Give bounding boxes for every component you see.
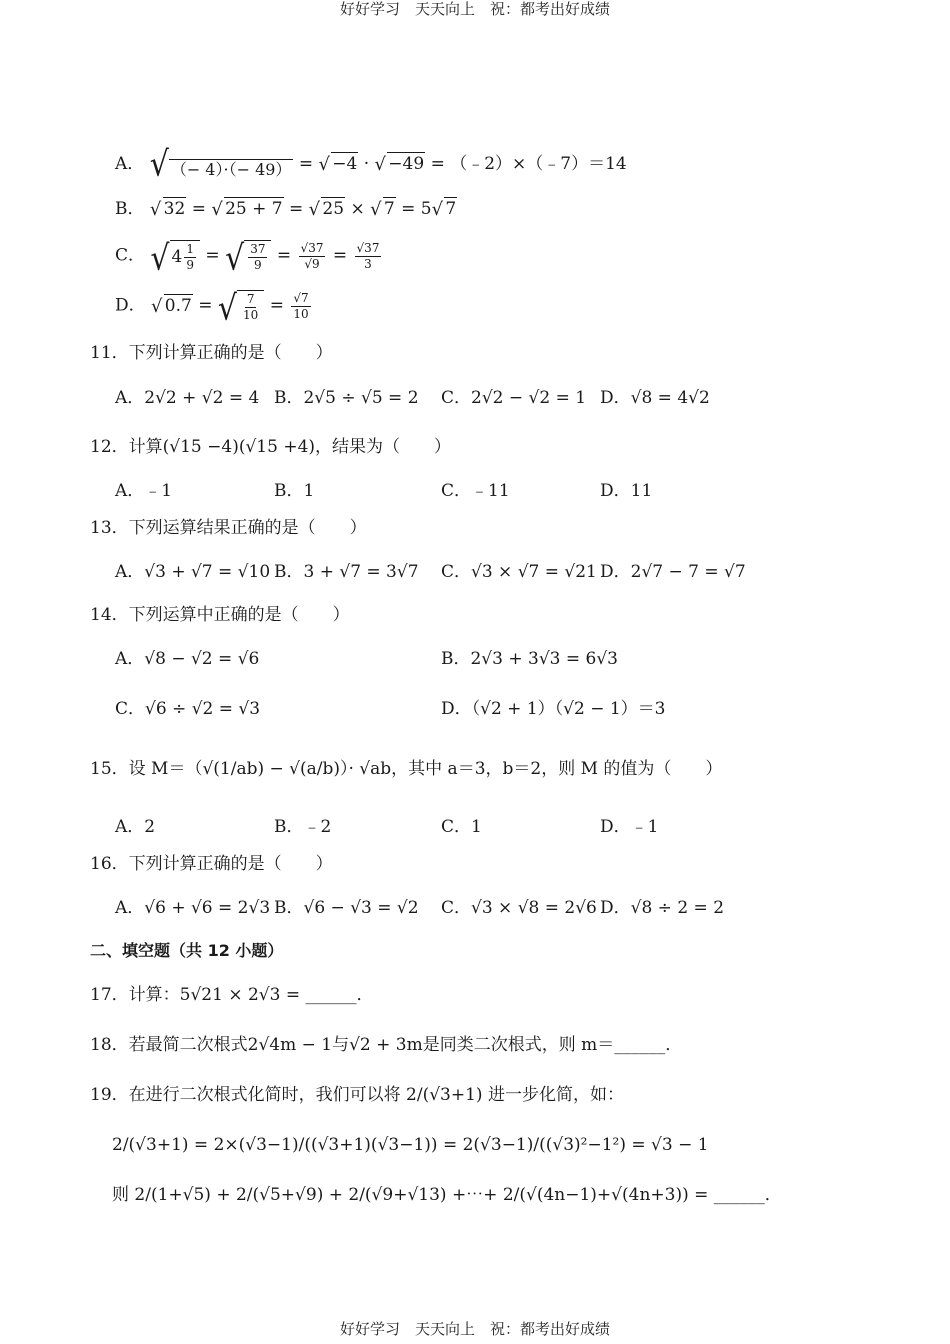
q12-option-d[interactable]: D．11	[600, 481, 653, 501]
q14-stem: 14．下列运算中正确的是（ ）	[90, 605, 350, 625]
q19-stem: 19．在进行二次根式化简时，我们可以将 2/(√3+1) 进一步化简，如：	[90, 1085, 624, 1105]
q15-stem: 15．设 M＝（√(1/ab) − √(a/b)）· √ab，其中 a＝3，b＝2，则 M 的值为（ ）	[90, 759, 723, 779]
q11-option-b[interactable]: B．2√5 ÷ √5 = 2	[274, 388, 419, 408]
q16-option-d[interactable]: D．√8 ÷ 2 = 2	[600, 898, 725, 918]
q11-stem: 11．下列计算正确的是（ ）	[90, 343, 333, 363]
q15-option-c[interactable]: C．1	[441, 817, 482, 837]
q13-stem: 13．下列运算结果正确的是（ ）	[90, 518, 367, 538]
q13-option-b[interactable]: B．3 + √7 = 3√7	[274, 562, 419, 582]
q16-stem: 16．下列计算正确的是（ ）	[90, 854, 333, 874]
q16-option-c[interactable]: C．√3 × √8 = 2√6	[441, 898, 597, 918]
q14-option-c[interactable]: C．√6 ÷ √2 = √3	[115, 699, 261, 719]
q12-option-b[interactable]: B．1	[274, 481, 315, 501]
q13-option-d[interactable]: D．2√7 − 7 = √7	[600, 562, 746, 582]
q12-option-a[interactable]: A．﹣1	[115, 481, 173, 501]
q15-option-b[interactable]: B．﹣2	[274, 817, 332, 837]
option-label: A．	[115, 154, 145, 174]
q19-question: 则 2/(1+√5) + 2/(√5+√9) + 2/(√9+√13) +⋯+ 2/(√(4n−1)+√(4n+3)) = ______．	[112, 1185, 782, 1205]
q16-option-a[interactable]: A．√6 + √6 = 2√3	[115, 898, 271, 918]
q14-option-d[interactable]: D．（√2 + 1）（√2 − 1）＝3	[441, 699, 666, 719]
q11-option-a[interactable]: A．2√2 + √2 = 4	[115, 388, 260, 408]
q12-stem: 12．计算(√15 −4)(√15 +4)，结果为（ ）	[90, 437, 452, 457]
q10-option-b[interactable]: B． √ 32 = √ 25 + 7 = √ 25 × √ 7 = 5√ 7	[115, 201, 457, 218]
q13-option-c[interactable]: C．√3 × √7 = √21	[441, 562, 597, 582]
q18-stem: 18．若最简二次根式2√4m − 1与√2 + 3m是同类二次根式，则 m＝______．	[90, 1035, 683, 1055]
q16-option-b[interactable]: B．√6 − √3 = √2	[274, 898, 419, 918]
q15-option-a[interactable]: A．2	[115, 817, 156, 837]
q14-option-a[interactable]: A．√8 − √2 = √6	[115, 649, 260, 669]
q10-option-a[interactable]: A． √ （− 4）·（− 49） = √ −4 · √ −49 = （﹣2）×（﹣7）＝14	[115, 151, 627, 178]
q13-option-a[interactable]: A．√3 + √7 = √10	[115, 562, 271, 582]
option-label: B．	[115, 199, 145, 219]
q19-example: 2/(√3+1) = 2×(√3−1)/((√3+1)(√3−1)) = 2(√3−1)/((√3)²−1²) = √3 − 1	[112, 1135, 709, 1155]
page-header: 好好学习 天天向上 祝：都考出好成绩	[339, 0, 610, 18]
q14-option-b[interactable]: B．2√3 + 3√3 = 6√3	[441, 649, 618, 669]
q11-option-d[interactable]: D．√8 = 4√2	[600, 388, 710, 408]
q12-option-c[interactable]: C．﹣11	[441, 481, 510, 501]
option-label: D．	[115, 295, 146, 316]
page-footer: 好好学习 天天向上 祝：都考出好成绩	[339, 1320, 610, 1338]
option-label: C．	[115, 245, 146, 266]
q15-option-d[interactable]: D．﹣1	[600, 817, 659, 837]
q17-stem: 17．计算：5√21 × 2√3 = ______．	[90, 985, 374, 1005]
q10-option-d[interactable]: D． √ 0.7 = √ $\frac{7}{10}$ = $\frac{√7}{10}$	[115, 290, 313, 322]
q10-a-formula: √ （− 4）·（− 49）	[149, 144, 292, 185]
section-title: 二、填空题（共 12 小题）	[90, 941, 284, 960]
q11-option-c[interactable]: C．2√2 − √2 = 1	[441, 388, 587, 408]
q10-option-c[interactable]: C． √ 4 $\frac{1}{9}$ = √ $\frac{37}{9}$ = $\frac{√37}{√9}$ = $\frac{√37}{3}$	[115, 238, 380, 279]
